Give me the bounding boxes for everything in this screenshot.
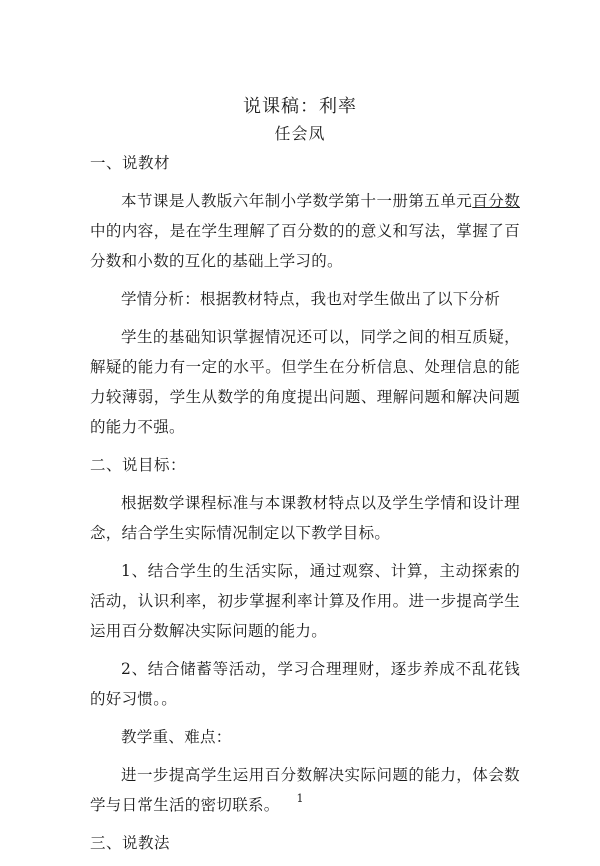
document-title: 说课稿：利率 <box>243 96 357 117</box>
paragraph-objective-1: 1、结合学生的生活实际，通过观察、计算，主动探索的活动，认识利率，初步掌握利率计算及作用。进一步提高学生运用百分数解决实际问题的能力。 <box>90 562 520 640</box>
document-author: 任会凤 <box>274 124 326 143</box>
section-heading-textbook: 一、说教材 <box>90 154 171 172</box>
paragraph-text: 中的内容，是在学生理解了百分数的的意义和写法，掌握了百分数和小数的互化的基础上学习的。 <box>90 222 520 270</box>
paragraph-key-points-label: 教学重、难点： <box>121 728 232 746</box>
document-body <box>90 148 520 866</box>
paragraph-text: 本节课是人教版六年制小学数学第十一册第五单元 <box>121 192 473 210</box>
paragraph-objective-2: 2、结合储蓄等活动，学习合理理财，逐步养成不乱花钱的好习惯。。 <box>90 660 520 708</box>
paragraph-learner-analysis: 学生的基础知识掌握情况还可以，同学之间的相互质疑，解疑的能力有一定的水平。但学生在分析信息、处理信息的能力较薄弱，学生从数学的角度提出问题、理解问题和解决问题的能力不强。 <box>90 328 520 436</box>
paragraph-key-points: 进一步提高学生运用百分数解决实际问题的能力，体会数学与日常生活的密切联系。 <box>90 766 520 814</box>
underlined-term: 百分数 <box>472 192 520 210</box>
page-number: 1 <box>296 792 304 805</box>
paragraph-textbook-intro <box>90 186 520 276</box>
paragraph-learner-analysis-intro: 学情分析：根据教材特点，我也对学生做出了以下分析 <box>121 290 501 308</box>
paragraph-objectives-intro: 根据数学课程标准与本课教材特点以及学生学情和设计理念，结合学生实际情况制定以下教学目标。 <box>90 494 520 542</box>
section-heading-methods: 三、说教法 <box>90 834 171 852</box>
section-heading-objectives: 二、说目标： <box>90 456 187 474</box>
